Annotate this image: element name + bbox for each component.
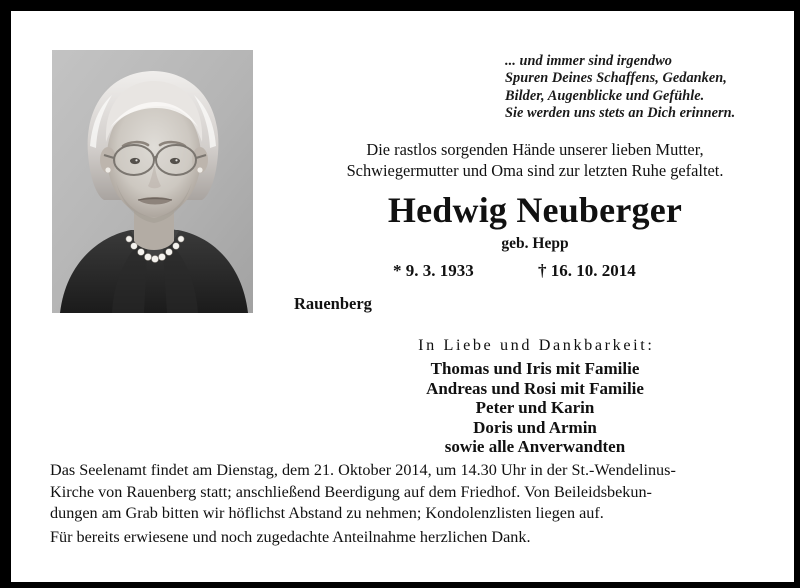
mourner-5: sowie alle Anverwandten [444,437,626,457]
gratitude-heading: In Liebe und Dankbarkeit: [418,336,655,354]
service-details [50,460,760,525]
portrait-image [52,50,253,313]
mourner-1: Thomas und Iris mit Familie [430,359,640,378]
service-line-3: dungen am Grab bitten wir höflichst Abstand zu nehmen; Kondolenzlisten liegen auf. [50,504,604,522]
service-line-2: Kirche von Rauenberg statt; anschließend Beerdigung auf dem Friedhof. Von Beileidsbekun- [50,482,652,501]
service-line-1: Das Seelenamt findet am Dienstag, dem 21. Oktober 2014, um 14.30 Uhr in der St.-Wendelinus- [50,461,676,479]
intro-line-2: Schwiegermutter und Oma sind zur letzten Ruhe gefaltet. [346,161,724,180]
mourner-4: Doris und Armin [473,417,597,437]
epitaph-verse [505,53,794,123]
epitaph-line-2: Spuren Deines Schaffens, Gedanken, [505,70,727,87]
epitaph-line-1: ... und immer sind irgendwo [505,53,672,69]
mourner-3: Peter und Karin [475,398,595,418]
thanks-note: Für bereits erwiesene und noch zugedachte Anteilnahme herzlichen Dank. [50,528,531,546]
portrait-photo-frame [52,50,253,313]
deceased-maiden-name: geb. Hepp [501,235,569,252]
epitaph-line-3: Bilder, Augenblicke und Gefühle. [505,87,705,104]
death-date: † 16. 10. 2014 [538,261,636,280]
deceased-name: Hedwig Neuberger [387,190,683,230]
town-name: Rauenberg [294,294,372,313]
mourner-2: Andreas und Rosi mit Familie [426,378,644,398]
epitaph-line-4: Sie werden uns stets an Dich erinnern. [505,105,736,122]
intro-statement [275,139,794,181]
mourners-list [275,359,794,457]
intro-line-1: Die rastlos sorgenden Hände unserer lieben Mutter, [366,140,704,159]
birth-date: * 9. 3. 1933 [393,261,474,280]
obituary-content-area [11,11,794,582]
